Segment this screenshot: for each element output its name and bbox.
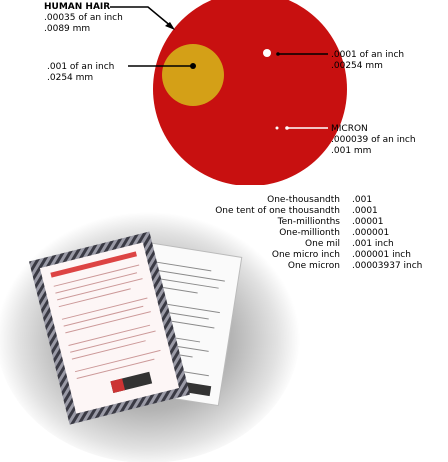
hair-inch: .00035 of an inch [44,13,123,23]
conversion-term: One tent of one thousandth [215,206,340,216]
small-particle-label [331,50,404,72]
micron-leader-dot [285,126,289,130]
conversion-term: One-thousandth [267,195,340,205]
conversion-term: Ten-millionths [277,217,340,227]
conversion-value: .000001 inch [352,250,411,260]
hair-title: HUMAN HAIR [44,2,111,12]
hair-label [44,2,123,35]
small-particle-mm: .00254 mm [331,61,383,71]
small-particle-leader-dot [276,52,280,56]
conversion-term: One micron [287,261,340,271]
conversion-term: One micro inch [271,250,340,260]
table-row [200,195,448,206]
micron-label [331,124,416,157]
conversion-term: One-millionth [279,228,340,238]
certificate-illustration [0,210,300,462]
hair-mm: .0089 mm [44,24,91,34]
conversion-value: .001 [352,195,373,205]
conversion-value: .0001 [352,206,378,216]
large-particle-inch: .001 of an inch [47,62,115,72]
conversion-value: .00001 [352,217,384,227]
large-particle-label [47,62,114,84]
small-particle-inch: .0001 of an inch [331,50,405,60]
micron-inch: .000039 of an inch [331,135,416,145]
large-particle-circle [162,44,224,106]
large-particle-leader-dot [190,63,196,69]
micron-dot [276,127,279,130]
conversion-value: .001 inch [352,239,394,249]
micron-mm: .001 mm [331,146,372,156]
conversion-value: .000001 [352,228,390,238]
large-particle-mm: .0254 mm [47,73,94,83]
conversion-term: One mil [305,239,340,249]
micron-title: MICRON [331,124,368,134]
small-particle-dot [263,49,271,57]
conversion-value: .00003937 inch [352,261,423,271]
